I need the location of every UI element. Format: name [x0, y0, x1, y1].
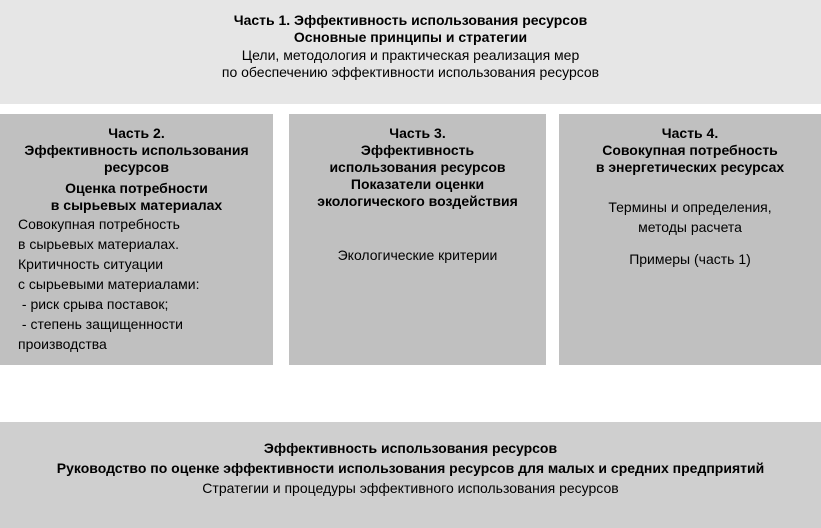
part2-item: - риск срыва поставок;	[18, 296, 169, 312]
part4-title-line2: Совокупная потребность	[602, 142, 778, 158]
guide-box	[0, 422, 821, 528]
part3-subtitle-line2: экологического воздействия	[317, 193, 518, 209]
part3-subtitle-line1: Показатели оценки	[350, 176, 485, 192]
part1-subtitle: Основные принципы и стратегии	[293, 29, 528, 45]
part2-item: Критичность ситуации	[18, 256, 164, 272]
part1-desc-line2: по обеспечению эффективности использования ресурсов	[221, 64, 600, 80]
part3-title-line3: использования ресурсов	[329, 159, 506, 175]
part1-desc-line1: Цели, методология и практическая реализация мер	[241, 47, 580, 63]
part2-item: - степень защищенности	[18, 316, 183, 332]
guide-title: Эффективность использования ресурсов	[263, 440, 558, 456]
part2-item: с сырьевыми материалами:	[18, 276, 200, 292]
part4-desc-line2: методы расчета	[638, 219, 742, 235]
part3-title-line2: Эффективность	[360, 142, 475, 158]
part3-title-line1: Часть 3.	[389, 125, 446, 141]
part2-item: производства	[18, 336, 107, 352]
part3-criteria: Экологические критерии	[337, 247, 498, 263]
part1-title: Часть 1. Эффективность использования ресурсов	[233, 12, 588, 28]
part2-subtitle-line2: в сырьевых материалах	[50, 197, 223, 213]
part4-box	[559, 114, 821, 365]
part2-item: в сырьевых материалах.	[18, 236, 180, 252]
part4-desc-line1: Термины и определения,	[608, 199, 772, 215]
guide-desc: Стратегии и процедуры эффективного использования ресурсов	[202, 480, 619, 496]
part2-title-line1: Часть 2.	[108, 125, 165, 141]
part4-title-line1: Часть 4.	[661, 125, 719, 141]
guide-subtitle: Руководство по оценке эффективности использования ресурсов для малых и средних предприятий	[56, 460, 765, 476]
part4-examples: Примеры (часть 1)	[629, 251, 751, 267]
part2-items-list	[0, 214, 273, 354]
part2-title-line3: ресурсов	[103, 159, 170, 175]
part4-title-line3: в энергетических ресурсах	[595, 159, 785, 175]
part3-box	[289, 114, 546, 365]
part1-box	[0, 0, 821, 104]
part2-title-line2: Эффективность использования	[24, 142, 249, 158]
part2-subtitle-line1: Оценка потребности	[65, 180, 208, 196]
part2-box	[0, 114, 273, 365]
part2-item: Совокупная потребность	[18, 216, 180, 232]
